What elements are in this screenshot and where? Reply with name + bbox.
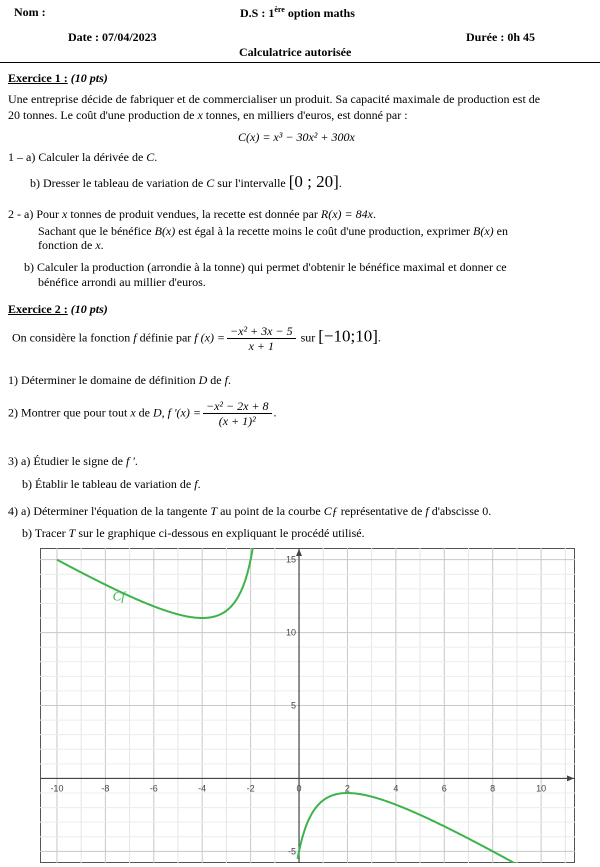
ds-title-rest: option maths	[284, 6, 355, 20]
ex1-q1b	[30, 172, 342, 192]
interval: [0 ; 20]	[288, 172, 339, 191]
header-divider	[0, 62, 600, 63]
t: définie par	[136, 330, 195, 345]
t: b) Établir le tableau de variation de	[22, 477, 195, 491]
t: 1) Déterminer le domaine de définition	[8, 373, 199, 387]
ex1-intro-line2	[8, 108, 408, 123]
ex2-intro	[12, 324, 381, 353]
t: fonction de	[38, 238, 96, 252]
t: 3) a) Étudier le signe de	[8, 454, 126, 468]
x-tick-label: -4	[198, 783, 207, 794]
t: 1 – a) Calculer la dérivée de	[8, 150, 147, 164]
ex1-q2a-line2	[38, 224, 508, 239]
f-fraction	[227, 324, 296, 353]
x-tick-label: 8	[490, 783, 496, 794]
t: f (x) =	[194, 330, 226, 345]
function-graph	[40, 548, 575, 863]
curve-label: Cf	[112, 588, 125, 604]
t: On considère la fonction	[12, 330, 134, 345]
t: .	[377, 330, 381, 345]
t: sur l'intervalle	[214, 176, 289, 190]
t: sur	[297, 330, 319, 345]
x-tick-label: 0	[296, 783, 302, 794]
t: f '	[125, 454, 135, 468]
t: f	[425, 504, 429, 518]
f-numerator: −x² + 3x − 5	[227, 324, 296, 339]
t: 2 - a) Pour	[8, 207, 62, 221]
t: x	[130, 405, 136, 420]
t: Cƒ	[323, 504, 338, 518]
ex2-q4b	[22, 526, 365, 541]
duree-label: Durée : 0h 45	[466, 30, 535, 44]
x-tick-label: -8	[101, 783, 110, 794]
ex1-q2a-line3	[38, 238, 104, 253]
t: .	[134, 454, 138, 468]
t: .	[227, 373, 231, 387]
t: d'abscisse 0.	[428, 504, 492, 518]
t: de	[207, 373, 225, 387]
x-tick-label: -6	[149, 783, 158, 794]
recette-formula: R(x) = 84x	[320, 207, 373, 221]
ex2-title: Exercice 2 :	[8, 302, 68, 316]
t: en	[493, 224, 508, 238]
t: 2) Montrer que pour tout	[8, 405, 131, 420]
t: est égal à la recette moins le coût d'une production, exprimer	[175, 224, 473, 238]
x-tick-label: 2	[344, 783, 350, 794]
x-tick-label: -10	[50, 783, 64, 794]
t: .	[372, 207, 376, 221]
x-tick-label: -2	[246, 783, 255, 794]
fprime-numerator: −x² − 2x + 8	[203, 399, 272, 414]
ds-title	[240, 5, 355, 21]
y-tick-label: -5	[288, 846, 297, 857]
t: de	[135, 405, 153, 420]
t: .	[197, 477, 201, 491]
ex1-points: (10 pts)	[70, 71, 108, 85]
t: B(x)	[473, 224, 494, 238]
ds-title-sup: ère	[274, 5, 285, 14]
ex1-heading	[8, 71, 108, 86]
fprime-denominator: (x + 1)²	[218, 414, 256, 428]
cost-formula: C(x) = x³ − 30x² + 300x	[238, 130, 355, 144]
interval: [−10;10]	[318, 326, 378, 346]
t: f '(x) =	[167, 405, 201, 420]
t: T	[68, 526, 76, 540]
t: C	[146, 150, 155, 164]
ex1-q2b-line1: b) Calculer la production (arrondie à la tonne) qui permet d'obtenir le bénéfice maximal et donner ce	[24, 260, 507, 274]
ex1-q2b-line2: bénéfice arrondi au millier d'euros.	[38, 275, 206, 289]
ex2-q3a	[8, 454, 138, 469]
t: B(x)	[154, 224, 176, 238]
t: f	[194, 477, 198, 491]
t: représentative de	[337, 504, 426, 518]
x-tick-label: 10	[536, 783, 547, 794]
t: .	[154, 150, 158, 164]
t: x	[95, 238, 101, 252]
ex1-q2a	[8, 207, 376, 222]
t: au point de la courbe	[217, 504, 324, 518]
t: .	[338, 176, 342, 190]
t: .	[100, 238, 104, 252]
ex2-points: (10 pts)	[70, 302, 108, 316]
y-tick-label: 5	[291, 700, 297, 711]
f-denominator: x + 1	[248, 339, 275, 353]
ex1-intro-line1: Une entreprise décide de fabriquer et de commercialiser un produit. Sa capacité maximale de production est de	[8, 92, 541, 106]
t: tonnes de produit vendues, la recette est donnée par	[67, 207, 321, 221]
x-tick-label: 4	[393, 783, 399, 794]
ds-title-text: D.S : 1	[240, 6, 275, 20]
ex2-q3b	[22, 477, 201, 492]
t: 4) a) Déterminer l'équation de la tangente	[8, 504, 211, 518]
t: x	[197, 108, 203, 122]
ex2-q2	[8, 399, 277, 428]
t: .	[273, 405, 277, 420]
ex1-q1a	[8, 150, 157, 165]
ex2-q4a	[8, 504, 491, 519]
t: sur le graphique ci-dessous en expliquant le procédé utilisé.	[75, 526, 365, 540]
t: C	[206, 176, 215, 190]
t: f	[224, 373, 228, 387]
nom-label: Nom :	[14, 5, 46, 19]
ex2-heading	[8, 302, 108, 317]
t: Sachant que le bénéfice	[38, 224, 155, 238]
t: 20 tonnes. Le coût d'une production de	[8, 108, 198, 122]
t: T	[210, 504, 218, 518]
fprime-fraction	[203, 399, 272, 428]
ex1-title: Exercice 1 :	[8, 71, 68, 85]
y-tick-label: 15	[286, 554, 297, 565]
t: D,	[152, 405, 165, 420]
t: D	[198, 373, 208, 387]
ex2-q1	[8, 373, 231, 388]
t: b) Tracer	[22, 526, 69, 540]
t: x	[62, 207, 68, 221]
calculator-note: Calculatrice autorisée	[239, 45, 352, 59]
t: f	[133, 330, 137, 345]
t: tonnes, en milliers d'euros, est donné par :	[202, 108, 408, 122]
x-tick-label: 6	[441, 783, 447, 794]
y-tick-label: 10	[286, 627, 297, 638]
t: b) Dresser le tableau de variation de	[30, 176, 207, 190]
date-label: Date : 07/04/2023	[68, 30, 157, 44]
